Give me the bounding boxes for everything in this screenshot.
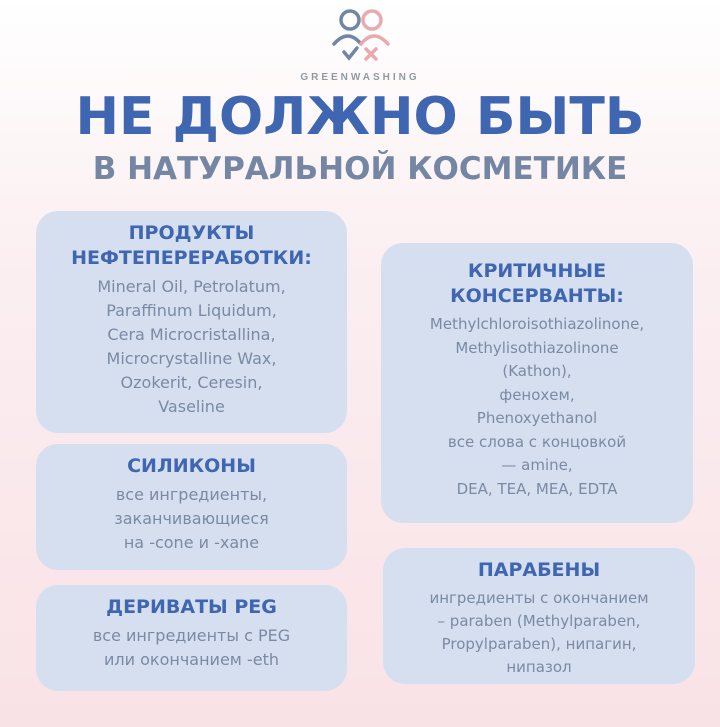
card-title: КРИТИЧНЫЕ КОНСЕРВАНТЫ: — [450, 260, 624, 307]
ingredient-line: Phenoxyethanol — [476, 409, 598, 427]
brand-name: GREENWASHING — [300, 72, 420, 83]
ingredient-line: фенохем, — [499, 385, 575, 404]
ingredient-line: — amine, — [501, 456, 573, 474]
card-title: ДЕРИВАТЫ PEG — [106, 596, 277, 618]
page-subtitle: В НАТУРАЛЬНОЙ КОСМЕТИКЕ — [92, 151, 628, 187]
ingredient-line: Propylparaben), нипагин, — [441, 635, 637, 653]
card-silicones — [36, 444, 347, 570]
card-title: СИЛИКОНЫ — [127, 455, 256, 477]
ingredient-line: все ингредиенты с PEG — [92, 626, 291, 645]
ingredient-line: нипазол — [506, 658, 572, 676]
ingredient-line: Methylisothiazolinone — [455, 338, 619, 357]
ingredient-line: Ozokerit, Ceresin, — [120, 373, 263, 392]
card-title: ПАРАБЕНЫ — [477, 559, 601, 581]
ingredient-line: Methylchloroisothiazolinone, — [429, 315, 645, 333]
card-body — [393, 313, 681, 501]
page-title: НЕ ДОЛЖНО БЫТЬ — [75, 87, 645, 147]
card-parabens — [383, 548, 695, 684]
card-peg-derivatives — [36, 585, 347, 691]
ingredient-line: – paraben (Methylparaben, — [437, 612, 641, 630]
card-body — [48, 624, 335, 672]
ingredient-line: Microcrystalline Wax, — [106, 349, 277, 368]
ingredient-line: Cera Microcristallina, — [107, 325, 276, 344]
ingredient-line: (Kathon), — [502, 362, 572, 380]
card-petroleum-products — [36, 211, 347, 433]
ingredient-line: все ингредиенты, — [115, 485, 268, 504]
ingredient-line: заканчивающиеся — [114, 509, 269, 528]
ingredient-line: или окончанием -eth — [104, 650, 279, 669]
card-critical-preservatives — [381, 243, 693, 523]
ingredient-line: Paraffinum Liquidum, — [106, 301, 277, 320]
ingredient-line: DEA, TEA, MEA, EDTA — [456, 479, 618, 498]
ingredient-line: ингредиенты с окончанием — [429, 589, 649, 607]
ingredient-line: Vaseline — [158, 397, 225, 416]
ingredient-line: Mineral Oil, Petrolatum, — [97, 277, 286, 296]
card-body — [395, 587, 683, 679]
card-title: ПРОДУКТЫ НЕФТЕПЕРЕРАБОТКИ: — [71, 222, 312, 269]
ingredient-line: все слова с концовкой — [447, 432, 627, 451]
card-body — [48, 483, 335, 555]
ingredient-line: на -cone и -xane — [123, 533, 260, 552]
card-body — [48, 275, 335, 419]
greenwashing-logo-icon — [330, 6, 392, 68]
